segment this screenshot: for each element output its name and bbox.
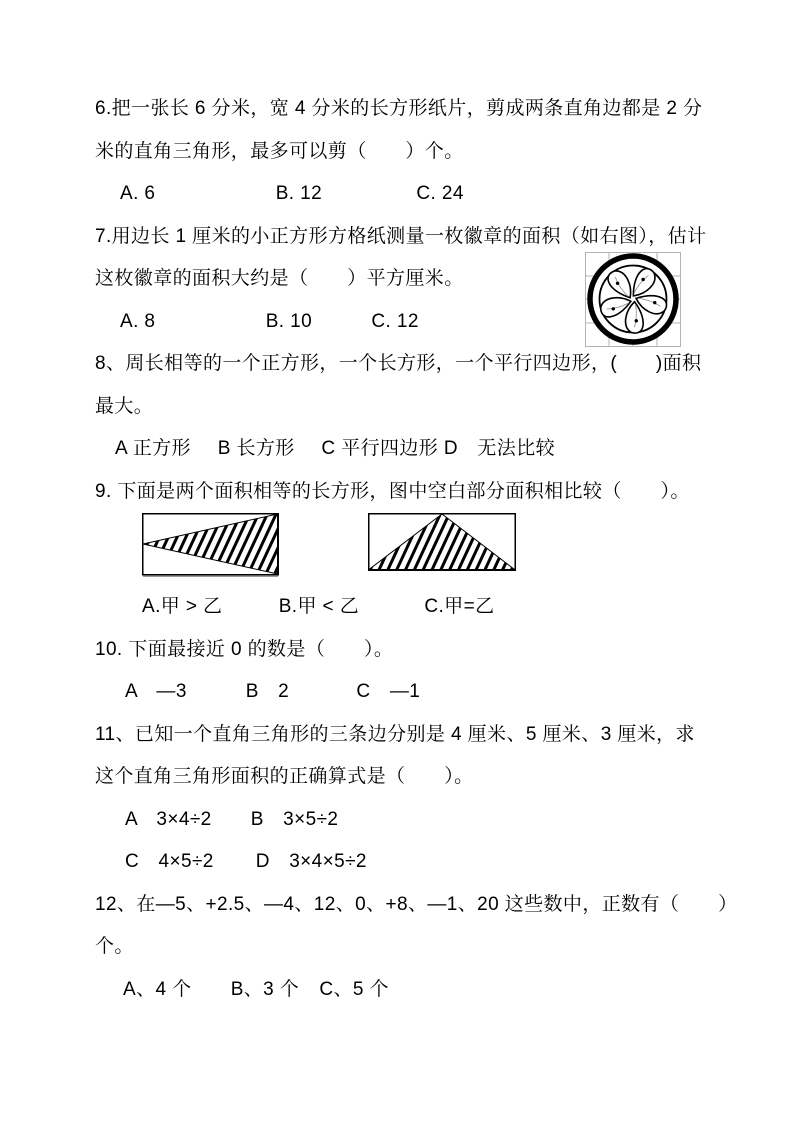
option-12-c: C、5 个: [319, 978, 389, 1000]
question-6: [95, 88, 753, 216]
option-11-c: C 4×5÷2: [125, 851, 214, 872]
question-11-line-2: 这个直角三角形面积的正确算式是（ ）。: [95, 766, 474, 787]
option-10-b: B 2: [245, 681, 290, 702]
question-8-line-2: 最大。: [95, 395, 154, 417]
hatched-triangle-rectangle-jia-icon: [142, 513, 279, 577]
question-6-line-2: 米的直角三角形，最多可以剪（ ）个。: [95, 140, 464, 162]
option-9-b: B.甲 < 乙: [278, 596, 360, 617]
question-6-line-1: 6.把一张长 6 分米，宽 4 分米的长方形纸片，剪成两条直角边都是 2 分: [95, 98, 703, 119]
question-11: [95, 714, 753, 884]
option-9-c: C.甲=乙: [424, 596, 495, 617]
question-12-line-2: 个。: [95, 936, 134, 957]
question-9-figures: [142, 513, 753, 577]
question-12-line-1: 12、在—5、+2.5、—4、12、0、+8、—1、20 这些数中，正数有（ ）: [95, 893, 738, 915]
option-8-b: B 长方形: [217, 438, 295, 459]
question-12: [95, 884, 753, 1012]
question-8: [95, 343, 753, 471]
question-10-options: [95, 671, 753, 714]
question-11-options-row-2: [95, 841, 753, 884]
option-7-a: A. 8: [120, 310, 156, 332]
option-11-a: A 3×4÷2: [125, 808, 212, 830]
option-6-b: B. 12: [275, 183, 323, 204]
question-10: [95, 629, 753, 714]
option-8-c: C 平行四边形: [321, 438, 439, 459]
option-10-a: A —3: [125, 681, 187, 702]
question-12-options: [95, 969, 753, 1012]
question-8-line-1: 8、周长相等的一个正方形，一个长方形，一个平行四边形，( )面积: [95, 353, 702, 374]
option-9-a: A.甲 > 乙: [142, 596, 223, 617]
option-12-a: A、4 个: [123, 978, 192, 1000]
question-9-line-1: 9. 下面是两个面积相等的长方形，图中空白部分面积相比较（ ）。: [95, 480, 690, 502]
option-8-d: D 无法比较: [443, 438, 555, 459]
option-6-c: C. 24: [416, 183, 464, 204]
option-7-b: B. 10: [265, 310, 313, 332]
question-11-options-row-1: [95, 799, 753, 842]
question-10-line-1: 10. 下面最接近 0 的数是（ ）。: [95, 638, 394, 660]
option-6-a: A. 6: [120, 183, 156, 204]
bauhinia-badge-on-grid-icon: [585, 252, 681, 347]
question-7-line-1: 7.用边长 1 厘米的小正方形方格纸测量一枚徽章的面积（如右图），估计: [95, 225, 707, 247]
option-12-b: B、3 个: [230, 978, 300, 1000]
question-7-line-2: 这枚徽章的面积大约是（ ）平方厘米。: [95, 268, 464, 289]
option-10-c: C —1: [356, 681, 421, 702]
question-9-options: [95, 586, 753, 629]
question-9: [95, 471, 753, 629]
hatched-triangle-rectangle-yi-icon: [368, 513, 516, 571]
question-8-options: [95, 428, 753, 471]
option-8-a: A 正方形: [115, 438, 191, 459]
question-6-options: [95, 173, 753, 216]
question-11-line-1: 11、已知一个直角三角形的三条边分别是 4 厘米、5 厘米、3 厘米，求: [95, 723, 695, 745]
option-11-b: B 3×5÷2: [250, 808, 339, 830]
option-11-d: D 3×4×5÷2: [255, 851, 367, 872]
option-7-c: C. 12: [371, 310, 419, 332]
